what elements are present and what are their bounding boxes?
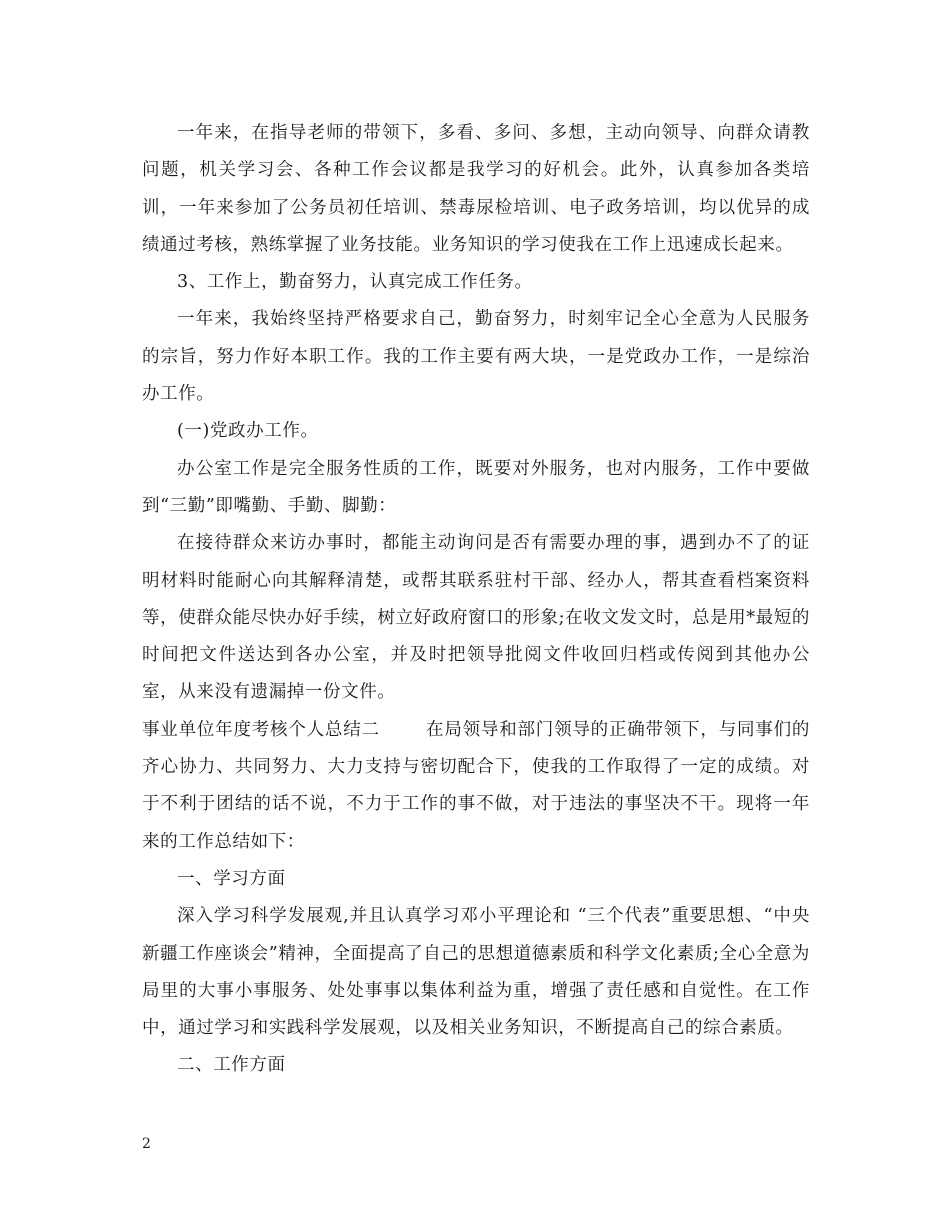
page-number: 2 bbox=[142, 1136, 151, 1152]
paragraph-study-progress: 一年来，在指导老师的带领下，多看、多问、多想，主动向领导、向群众请教问题，机关学习会、各种工作会议都是我学习的好机会。此外，认真参加各类培训，一年来参加了公务员初任培训、禁毒尿检培训、电子政务培训，均以优异的成绩通过考核，熟练掌握了业务技能。业务知识的学习使我在工作上迅速成长起来。 bbox=[142, 123, 810, 255]
paragraph-study-content: 深入学习科学发展观,并且认真学习邓小平理论和 “三个代表”重要思想、“中央新疆工作座谈会”精神，全面提高了自己的思想道德素质和科学文化素质;全心全意为局里的大事小事服务、处处事事以集体利益为重，增强了责任感和自觉性。在工作中，通过学习和实践科学发展观，以及相关业务知识，不断提高自己的综合素质。 bbox=[142, 906, 810, 1039]
section-intro-text: 在局领导和部门领导的正确带领下，与同事们的齐心协力、共同努力、大力支持与密切配合下，使我的工作取得了一定的成绩。对于不利于团结的话不说，不力于工作的事不做，对于违法的事坚决不干。现将一年来的工作总结如下： bbox=[142, 719, 810, 852]
paragraph-reception: 在接待群众来访办事时，都能主动询问是否有需要办理的事，遇到办不了的证明材料时能耐心向其解释清楚，或帮其联系驻村干部、经办人，帮其查看档案资料等，使群众能尽快办好手续，树立好政府窗口的形象;在收文发文时，总是用*最短的时间把文件送达到各办公室，并及时把领导批阅文件收回归档或传阅到其他办公室，从来没有遗漏掉一份文件。 bbox=[142, 533, 810, 703]
document-body bbox=[142, 115, 810, 1085]
section-intro-paragraph bbox=[142, 712, 810, 861]
heading-study: 一、学习方面 bbox=[177, 868, 286, 889]
heading-work: 二、工作方面 bbox=[177, 1055, 286, 1076]
section-title: 事业单位年度考核个人总结二 bbox=[142, 719, 380, 740]
paragraph-work-overview: 一年来，我始终坚持严格要求自己，勤奋努力，时刻牢记全心全意为人民服务的宗旨，努力作好本职工作。我的工作主要有两大块，一是党政办工作，一是综治办工作。 bbox=[142, 309, 810, 405]
paragraph-office-service: 办公室工作是完全服务性质的工作，既要对外服务，也对内服务，工作中要做到“三勤”即嘴勤、手勤、脚勤： bbox=[142, 458, 810, 516]
paragraph-party-office-heading: (一)党政办工作。 bbox=[177, 421, 319, 442]
paragraph-work-heading: 3、工作上，勤奋努力，认真完成工作任务。 bbox=[177, 272, 533, 293]
